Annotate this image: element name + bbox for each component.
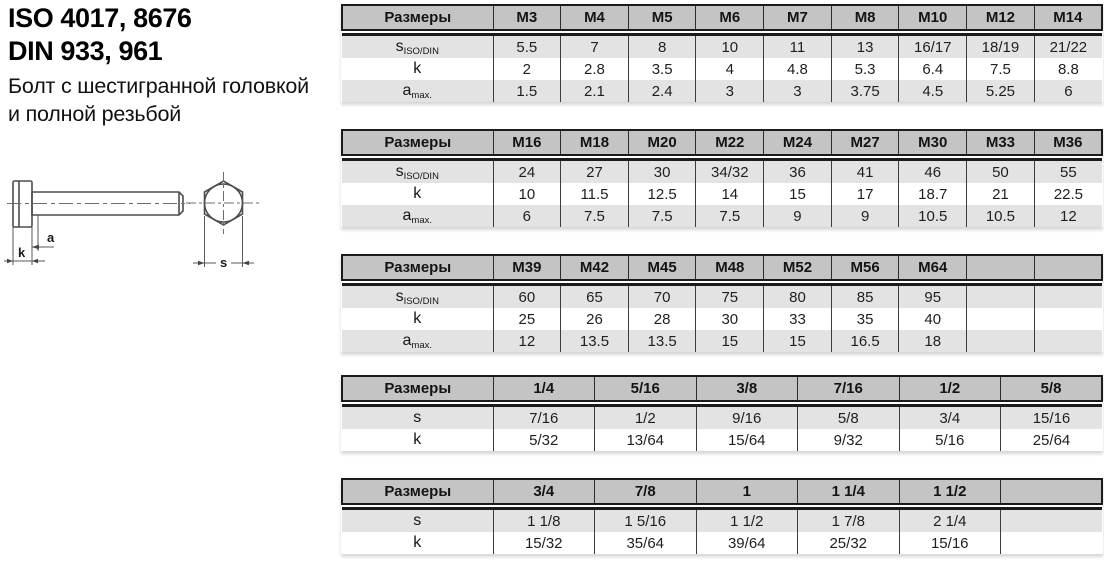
value-cell: 35: [831, 308, 899, 330]
table-corner-header: Размеры: [342, 376, 493, 401]
value-cell: 4.8: [764, 58, 832, 80]
size-column-header: M10: [899, 5, 967, 30]
value-cell: 5/16: [899, 429, 1001, 451]
value-cell: 24: [493, 160, 561, 184]
value-cell: 1 1/8: [493, 509, 595, 533]
size-column-header: M8: [831, 5, 899, 30]
size-column-header: M33: [967, 130, 1035, 155]
value-cell: 15/16: [1001, 406, 1103, 430]
dimension-s: [193, 255, 254, 270]
value-cell: 25: [493, 308, 561, 330]
dimension-table-1: [341, 4, 1103, 102]
value-cell: 25/64: [1001, 429, 1103, 451]
size-column-header: M48: [696, 255, 764, 280]
value-cell: 1 7/8: [798, 509, 900, 533]
value-cell: 55: [1034, 160, 1102, 184]
value-cell: [1034, 330, 1102, 352]
value-cell: 6: [1034, 80, 1102, 102]
value-cell: 5.25: [967, 80, 1035, 102]
row-label: $a_{max.}$: [342, 330, 493, 352]
size-column-header: 7/8: [595, 479, 697, 504]
value-cell: 1 5/16: [595, 509, 697, 533]
bolt-technical-drawing: [2, 170, 272, 278]
size-column-header: 1/4: [493, 376, 595, 401]
value-cell: 15/32: [493, 532, 595, 554]
value-cell: 4.5: [899, 80, 967, 102]
value-cell: 26: [561, 308, 629, 330]
dimension-table-4: [341, 375, 1103, 451]
size-column-header: [967, 255, 1035, 280]
dimension-table-2: [341, 129, 1103, 227]
value-cell: 13.5: [628, 330, 696, 352]
table-corner-header: Размеры: [342, 255, 493, 280]
table-row: [342, 509, 1102, 533]
row-label: $s_{ISO/DIN}$: [342, 285, 493, 309]
size-column-header: M39: [493, 255, 561, 280]
table-row: [342, 183, 1102, 205]
value-cell: 16/17: [899, 35, 967, 59]
dimension-a: [32, 230, 55, 249]
size-column-header: 1 1/2: [899, 479, 1001, 504]
dimension-table-5: [341, 478, 1103, 554]
value-cell: 28: [628, 308, 696, 330]
value-cell: 30: [628, 160, 696, 184]
dim-label-k: k: [18, 245, 26, 260]
size-column-header: M36: [1034, 130, 1102, 155]
value-cell: 3.5: [628, 58, 696, 80]
value-cell: 17: [831, 183, 899, 205]
value-cell: 39/64: [696, 532, 798, 554]
size-column-header: M20: [628, 130, 696, 155]
table-row: [342, 58, 1102, 80]
value-cell: 9/32: [798, 429, 900, 451]
value-cell: 18: [899, 330, 967, 352]
dimension-table-3: [341, 254, 1103, 352]
value-cell: 95: [899, 285, 967, 309]
size-column-header: M45: [628, 255, 696, 280]
size-column-header: 3/4: [493, 479, 595, 504]
size-column-header: M7: [764, 5, 832, 30]
table-row: [342, 160, 1102, 184]
table-row: [342, 330, 1102, 352]
table-row: [342, 285, 1102, 309]
value-cell: 46: [899, 160, 967, 184]
value-cell: 10.5: [899, 205, 967, 227]
value-cell: 5.3: [831, 58, 899, 80]
value-cell: 13: [831, 35, 899, 59]
value-cell: 36: [764, 160, 832, 184]
value-cell: 40: [899, 308, 967, 330]
size-column-header: M6: [696, 5, 764, 30]
value-cell: 15/64: [696, 429, 798, 451]
value-cell: 12: [1034, 205, 1102, 227]
row-label: k: [413, 534, 422, 551]
value-cell: 75: [696, 285, 764, 309]
value-cell: [1034, 308, 1102, 330]
value-cell: 15: [764, 330, 832, 352]
value-cell: 7/16: [493, 406, 595, 430]
size-column-header: M5: [628, 5, 696, 30]
row-label: $s_{ISO/DIN}$: [342, 160, 493, 184]
size-column-header: M64: [899, 255, 967, 280]
value-cell: 8: [628, 35, 696, 59]
value-cell: 2.8: [561, 58, 629, 80]
value-cell: 7.5: [967, 58, 1035, 80]
row-label: $a_{max.}$: [342, 205, 493, 227]
value-cell: 7.5: [628, 205, 696, 227]
row-label: k: [413, 60, 422, 77]
value-cell: 5/32: [493, 429, 595, 451]
table-corner-header: Размеры: [342, 130, 493, 155]
value-cell: 12.5: [628, 183, 696, 205]
table-corner-header: Размеры: [342, 479, 493, 504]
row-label: s: [342, 406, 493, 430]
value-cell: 33: [764, 308, 832, 330]
value-cell: 13.5: [561, 330, 629, 352]
value-cell: 85: [831, 285, 899, 309]
value-cell: 2 1/4: [899, 509, 1001, 533]
value-cell: 21: [967, 183, 1035, 205]
size-column-header: M56: [831, 255, 899, 280]
value-cell: 27: [561, 160, 629, 184]
table-row: [342, 308, 1102, 330]
value-cell: 25/32: [798, 532, 900, 554]
value-cell: 15: [764, 183, 832, 205]
size-column-header: M52: [764, 255, 832, 280]
standard-din-title: DIN 933, 961: [8, 36, 163, 66]
standard-iso-title: ISO 4017, 8676: [8, 3, 192, 33]
value-cell: [967, 285, 1035, 309]
size-column-header: M12: [967, 5, 1035, 30]
table-corner-header: Размеры: [342, 5, 493, 30]
table-row: [342, 532, 1102, 554]
size-column-header: M4: [561, 5, 629, 30]
value-cell: 1.5: [493, 80, 561, 102]
size-column-header: 1: [696, 479, 798, 504]
dim-label-s: s: [220, 255, 228, 270]
size-column-header: M14: [1034, 5, 1102, 30]
size-column-header: M18: [561, 130, 629, 155]
value-cell: 9: [764, 205, 832, 227]
table-row: [342, 429, 1102, 451]
table-row: [342, 205, 1102, 227]
size-column-header: [1001, 479, 1103, 504]
row-label: k: [413, 185, 422, 202]
row-label: $s_{ISO/DIN}$: [342, 35, 493, 59]
value-cell: [1001, 509, 1103, 533]
value-cell: 7: [561, 35, 629, 59]
row-label: k: [413, 431, 422, 448]
value-cell: 34/32: [696, 160, 764, 184]
value-cell: 5/8: [798, 406, 900, 430]
size-column-header: M16: [493, 130, 561, 155]
value-cell: 10.5: [967, 205, 1035, 227]
value-cell: [967, 308, 1035, 330]
value-cell: 1/2: [595, 406, 697, 430]
value-cell: 7.5: [696, 205, 764, 227]
table-row: [342, 35, 1102, 59]
size-column-header: M30: [899, 130, 967, 155]
value-cell: 2: [493, 58, 561, 80]
size-column-header: M42: [561, 255, 629, 280]
value-cell: 9/16: [696, 406, 798, 430]
value-cell: 1 1/2: [696, 509, 798, 533]
value-cell: 50: [967, 160, 1035, 184]
hex-centerlines: [186, 172, 261, 234]
value-cell: 11.5: [561, 183, 629, 205]
size-column-header: 1/2: [899, 376, 1001, 401]
row-label: s: [342, 509, 493, 533]
value-cell: 6: [493, 205, 561, 227]
table-row: [342, 80, 1102, 102]
value-cell: 8.8: [1034, 58, 1102, 80]
size-column-header: 5/16: [595, 376, 697, 401]
value-cell: 7.5: [561, 205, 629, 227]
value-cell: 60: [493, 285, 561, 309]
value-cell: 18/19: [967, 35, 1035, 59]
value-cell: 3.75: [831, 80, 899, 102]
dim-label-a: a: [47, 230, 55, 245]
value-cell: 2.1: [561, 80, 629, 102]
subtitle-line-1: Болт с шестигранной головкой: [8, 74, 309, 98]
subtitle-line-2: и полной резьбой: [8, 102, 182, 126]
value-cell: 2.4: [628, 80, 696, 102]
size-column-header: 7/16: [798, 376, 900, 401]
value-cell: 14: [696, 183, 764, 205]
size-column-header: 1 1/4: [798, 479, 900, 504]
value-cell: 80: [764, 285, 832, 309]
value-cell: 35/64: [595, 532, 697, 554]
value-cell: [967, 330, 1035, 352]
value-cell: 21/22: [1034, 35, 1102, 59]
value-cell: 65: [561, 285, 629, 309]
size-column-header: M27: [831, 130, 899, 155]
size-column-header: 3/8: [696, 376, 798, 401]
value-cell: [1034, 285, 1102, 309]
value-cell: 11: [764, 35, 832, 59]
value-cell: 3/4: [899, 406, 1001, 430]
size-column-header: [1034, 255, 1102, 280]
value-cell: 9: [831, 205, 899, 227]
size-column-header: M3: [493, 5, 561, 30]
row-label: k: [413, 310, 422, 327]
value-cell: 10: [493, 183, 561, 205]
value-cell: 4: [696, 58, 764, 80]
size-column-header: M22: [696, 130, 764, 155]
title-block: [8, 2, 338, 128]
size-column-header: 5/8: [1001, 376, 1103, 401]
value-cell: 3: [764, 80, 832, 102]
value-cell: 5.5: [493, 35, 561, 59]
size-column-header: M24: [764, 130, 832, 155]
value-cell: 16.5: [831, 330, 899, 352]
value-cell: 13/64: [595, 429, 697, 451]
value-cell: 22.5: [1034, 183, 1102, 205]
value-cell: 41: [831, 160, 899, 184]
value-cell: 10: [696, 35, 764, 59]
value-cell: 15: [696, 330, 764, 352]
value-cell: 30: [696, 308, 764, 330]
value-cell: 70: [628, 285, 696, 309]
value-cell: 12: [493, 330, 561, 352]
value-cell: 3: [696, 80, 764, 102]
value-cell: [1001, 532, 1103, 554]
row-label: $a_{max.}$: [342, 80, 493, 102]
value-cell: 6.4: [899, 58, 967, 80]
table-row: [342, 406, 1102, 430]
value-cell: 15/16: [899, 532, 1001, 554]
value-cell: 18.7: [899, 183, 967, 205]
